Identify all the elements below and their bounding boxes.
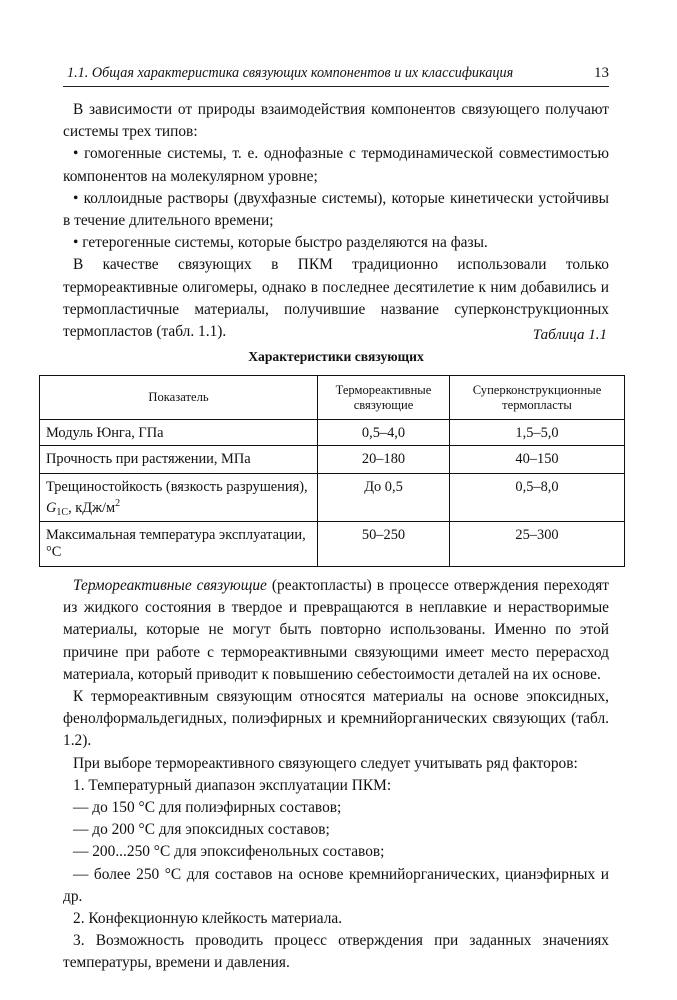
header-indicator: Показатель [40, 376, 318, 420]
cell-thermoset-value: 0,5–4,0 [318, 420, 450, 446]
crack-unit: , кДж/м [68, 499, 116, 516]
row-label-tensile-strength: Прочность при растяжении, МПа [40, 446, 318, 474]
list-item-temperature-range: 1. Температурный диапазон эксплуатации ПКМ: [73, 776, 392, 794]
crack-unit-power: 2 [115, 497, 121, 509]
paragraph-selection-factors: При выборе термореактивного связующего следует учитывать ряд факторов: [73, 754, 578, 772]
crack-subscript: 1C [56, 506, 69, 518]
bullet-heterogeneous: • гетерогенные системы, которые быстро разделяются на фазы. [73, 234, 488, 252]
cell-thermoset-value: 50–250 [318, 522, 450, 567]
table-row [40, 446, 625, 474]
table-row [40, 420, 625, 446]
bullet-colloidal: • коллоидные растворы (двухфазные системы), которые кинетически устойчивы в течение длительного времени; [63, 189, 609, 230]
cell-thermoset-value: 20–180 [318, 446, 450, 474]
page-number: 13 [594, 65, 609, 81]
dash-item-polyester: — до 150 °С для полиэфирных составов; [73, 799, 342, 817]
cell-thermoset-value: До 0,5 [318, 474, 450, 522]
cell-thermoplastic-value: 40–150 [450, 446, 625, 474]
header-thermoplastic: Суперконструкционные термопласты [450, 376, 625, 420]
table-title: Характеристики связующих [248, 349, 424, 364]
term-thermoset-binders: Термореактивные связующие [73, 577, 267, 594]
crack-symbol: G [46, 499, 57, 516]
header-thermoset: Термореактивные связующие [318, 376, 450, 420]
paragraph-thermoset-types: К термореактивным связующим относятся материалы на основе эпоксидных, фенолформальдегидных, полиэфирных и кремнийорганических связующих (табл. 1.2). [63, 688, 609, 750]
dash-item-organosilicon: — более 250 °С для составов на основе кремнийорганических, цианэфирных и др. [63, 865, 609, 905]
dash-item-epoxy: — до 200 °С для эпоксидных составов; [73, 821, 330, 839]
row-label-youngs-modulus: Модуль Юнга, ГПа [40, 420, 318, 446]
running-head-title: 1.1. Общая характеристика связующих компонентов и их классификация [67, 65, 514, 81]
paragraph-system-types: В зависимости от природы взаимодействия компонентов связующего получают системы трех типов: [63, 101, 609, 141]
cell-thermoplastic-value: 25–300 [450, 522, 625, 567]
list-item-tack: 2. Конфекционную клейкость материала. [73, 910, 343, 928]
crack-resistance-text: Трещиностойкость (вязкость разрушения), [46, 479, 308, 495]
table-row [40, 474, 625, 522]
list-item-curing: 3. Возможность проводить процесс отверждения при заданных значениях температуры, времени и давления. [63, 932, 609, 972]
paragraph-thermosets [63, 575, 609, 686]
row-label-crack-resistance [40, 474, 318, 522]
paragraph-binders-pkm: В качестве связующих в ПКМ традиционно использовали только термореактивные олигомеры, однако в последнее десятилетие к ним добавились и термопластичные материалы, получившие название суперконструкционных термопластов (табл. 1.1). [63, 256, 609, 341]
table-label: Таблица 1.1 [532, 327, 607, 343]
intro-text [63, 99, 609, 343]
running-head [63, 64, 609, 87]
cell-thermoplastic-value: 1,5–5,0 [450, 420, 625, 446]
cell-thermoplastic-value: 0,5–8,0 [450, 474, 625, 522]
table-row [40, 522, 625, 567]
bullet-homogeneous: • гомогенные системы, т. е. однофазные с термодинамической совместимостью компонентов на молекулярном уровне; [63, 145, 609, 185]
thermosets-description: (реактопласты) в процессе отверждения переходят из жидкого состояния в твердое и превращаются в неплавкие и нерастворимые материалы, которые не могут быть повторно использованы. Именно по этой причине при работе с термореактивными связующими имеет место перерасход материала, который приводит к повышению себестоимости деталей на их основе. [63, 577, 609, 683]
table-header-row [40, 376, 625, 420]
binder-characteristics-table [39, 375, 625, 567]
main-text [63, 575, 609, 975]
dash-item-epoxyphenol: — 200...250 °С для эпоксифенольных составов; [73, 843, 385, 861]
row-label-max-temperature: Максимальная температура эксплуатации, °С [40, 522, 318, 567]
